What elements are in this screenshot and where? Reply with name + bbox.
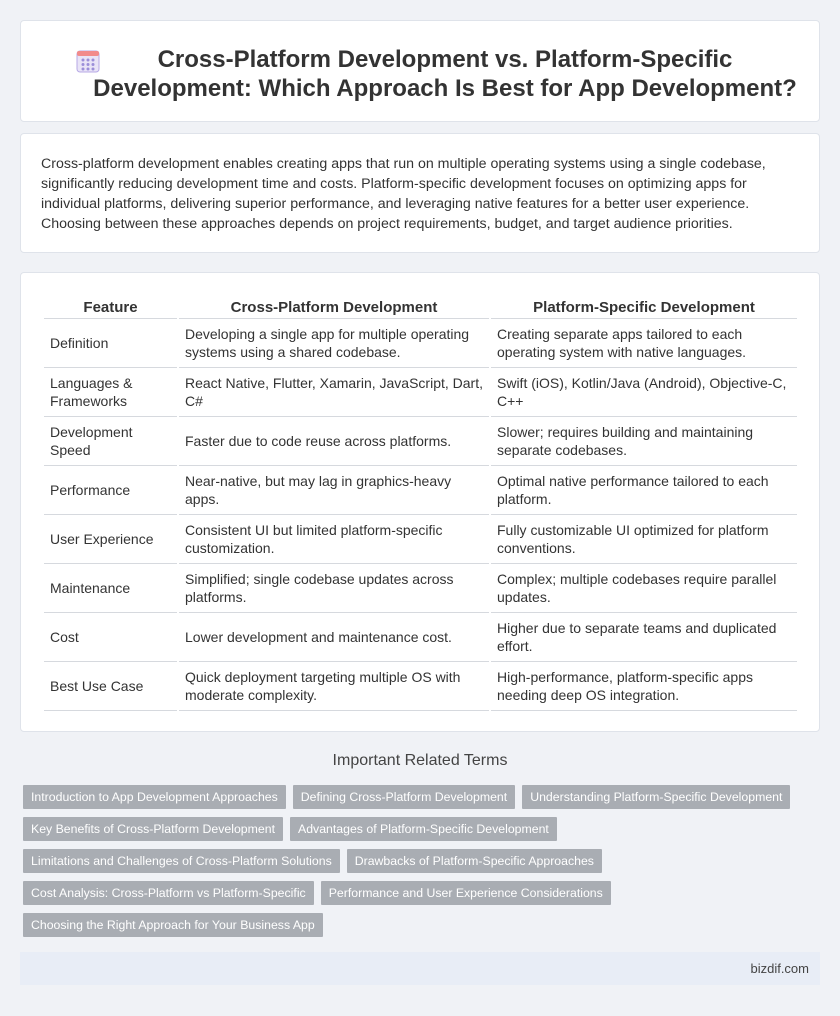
tag-row: [23, 881, 813, 905]
related-terms-title: Important Related Terms: [332, 752, 508, 769]
table-cell-feature: Performance: [44, 466, 177, 515]
related-term-tag[interactable]: Cost Analysis: Cross-Platform vs Platform-Specific: [23, 881, 314, 905]
table-row: [44, 417, 797, 466]
page-title: Cross-Platform Development vs. Platform-Specific Development: Which Approach Is Best for App Development?: [93, 46, 797, 102]
column-header-platform-specific: Platform-Specific Development: [491, 295, 797, 319]
table-cell-specific: Creating separate apps tailored to each operating system with native languages.: [491, 319, 797, 368]
related-term-tag[interactable]: Advantages of Platform-Specific Development: [290, 817, 557, 841]
table-row: [44, 515, 797, 564]
table-cell-specific: Higher due to separate teams and duplicated effort.: [491, 613, 797, 662]
tag-row: [23, 849, 813, 873]
table-cell-feature: Maintenance: [44, 564, 177, 613]
column-header-feature: Feature: [44, 295, 177, 319]
header-card: [20, 20, 820, 122]
comparison-table-card: [20, 272, 820, 732]
table-row: [44, 319, 797, 368]
related-term-tag[interactable]: Introduction to App Development Approaches: [23, 785, 286, 809]
table-cell-specific: Swift (iOS), Kotlin/Java (Android), Objective-C, C++: [491, 368, 797, 417]
table-cell-specific: Optimal native performance tailored to each platform.: [491, 466, 797, 515]
table-cell-specific: Slower; requires building and maintaining separate codebases.: [491, 417, 797, 466]
related-term-tag[interactable]: Defining Cross-Platform Development: [293, 785, 515, 809]
table-header-row: [44, 295, 797, 319]
table-cell-feature: User Experience: [44, 515, 177, 564]
related-terms-tags: [23, 785, 813, 945]
table-cell-specific: High-performance, platform-specific apps needing deep OS integration.: [491, 662, 797, 711]
tag-row: [23, 817, 813, 841]
related-term-tag[interactable]: Understanding Platform-Specific Development: [522, 785, 790, 809]
table-cell-cross: Developing a single app for multiple operating systems using a shared codebase.: [179, 319, 489, 368]
table-cell-feature: Development Speed: [44, 417, 177, 466]
related-term-tag[interactable]: Key Benefits of Cross-Platform Development: [23, 817, 283, 841]
table-row: [44, 466, 797, 515]
table-row: [44, 368, 797, 417]
table-cell-feature: Languages & Frameworks: [44, 368, 177, 417]
tag-row: [23, 913, 813, 937]
table-cell-cross: Faster due to code reuse across platforms.: [179, 417, 489, 466]
table-cell-feature: Definition: [44, 319, 177, 368]
intro-card: [20, 133, 820, 253]
table-cell-cross: Near-native, but may lag in graphics-heavy apps.: [179, 466, 489, 515]
table-cell-feature: Best Use Case: [44, 662, 177, 711]
table-cell-specific: Fully customizable UI optimized for platform conventions.: [491, 515, 797, 564]
related-term-tag[interactable]: Limitations and Challenges of Cross-Platform Solutions: [23, 849, 340, 873]
table-cell-cross: React Native, Flutter, Xamarin, JavaScript, Dart, C#: [179, 368, 489, 417]
table-cell-specific: Complex; multiple codebases require parallel updates.: [491, 564, 797, 613]
comparison-table: [42, 295, 799, 711]
related-term-tag[interactable]: Performance and User Experience Considerations: [321, 881, 611, 905]
table-cell-cross: Quick deployment targeting multiple OS with moderate complexity.: [179, 662, 489, 711]
related-term-tag[interactable]: Drawbacks of Platform-Specific Approaches: [347, 849, 602, 873]
column-header-cross-platform: Cross-Platform Development: [179, 295, 489, 319]
table-row: [44, 613, 797, 662]
table-cell-cross: Consistent UI but limited platform-specific customization.: [179, 515, 489, 564]
tag-row: [23, 785, 813, 809]
related-term-tag[interactable]: Choosing the Right Approach for Your Business App: [23, 913, 323, 937]
table-cell-cross: Lower development and maintenance cost.: [179, 613, 489, 662]
footer-site-link[interactable]: bizdif.com: [750, 961, 809, 976]
intro-paragraph: Cross-platform development enables creating apps that run on multiple operating systems using a single codebase, significantly reducing development time and costs. Platform-specific development focuses on optimizing apps for individual platforms, delivering superior performance, and leveraging native features for a better user experience. Choosing between these approaches depends on project requirements, budget, and target audience priorities.: [41, 156, 766, 232]
table-cell-feature: Cost: [44, 613, 177, 662]
table-row: [44, 564, 797, 613]
table-cell-cross: Simplified; single codebase updates across platforms.: [179, 564, 489, 613]
table-row: [44, 662, 797, 711]
footer: [20, 952, 820, 985]
